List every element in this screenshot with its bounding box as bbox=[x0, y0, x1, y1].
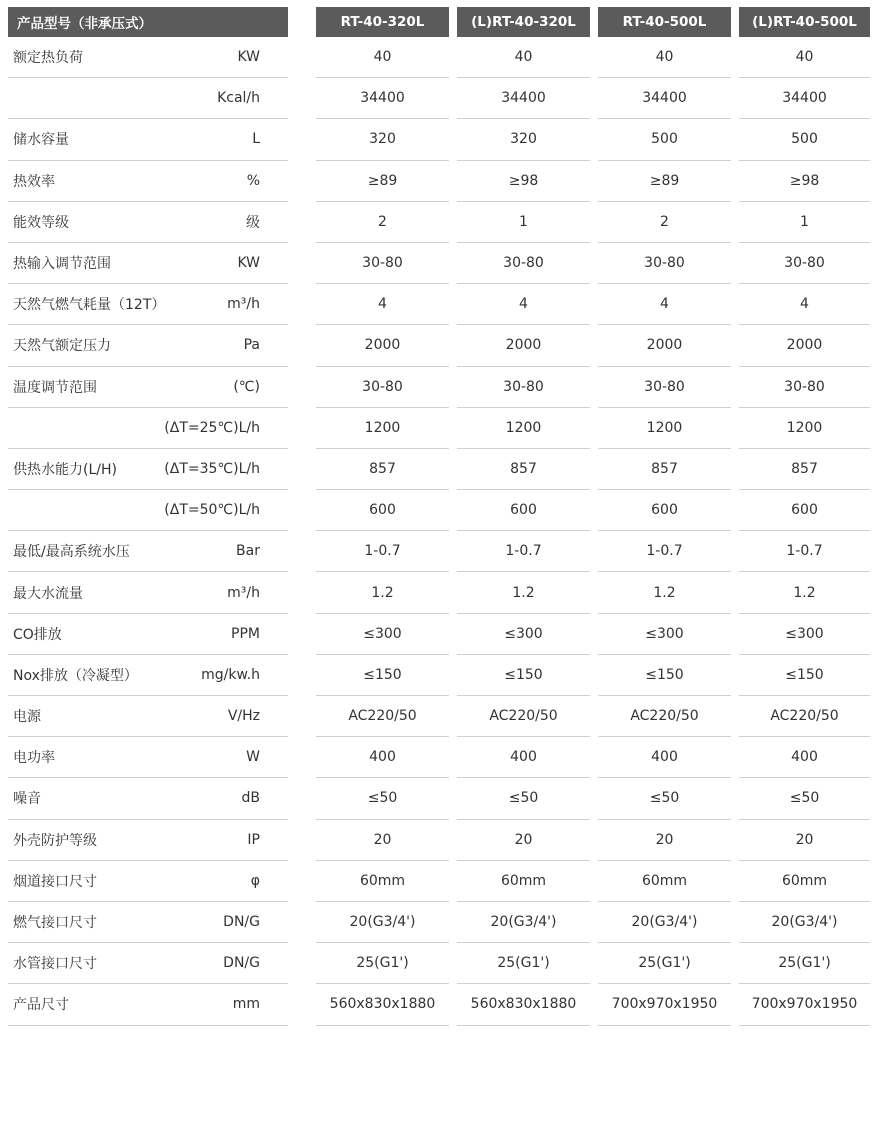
table-row bbox=[8, 861, 873, 902]
spec-unit: mm bbox=[232, 996, 260, 1013]
spec-value: ≤150 bbox=[598, 655, 731, 696]
row-label-cell bbox=[8, 490, 288, 531]
header-title: 产品型号（非承压式） bbox=[8, 7, 288, 37]
spec-value: ≤50 bbox=[457, 778, 590, 819]
spec-label: 烟道接口尺寸 bbox=[13, 873, 97, 890]
spec-unit: KW bbox=[237, 49, 260, 66]
spec-value: 1-0.7 bbox=[457, 531, 590, 572]
spec-value: 1200 bbox=[739, 408, 870, 449]
row-label-cell bbox=[8, 861, 288, 902]
row-label-cell bbox=[8, 161, 288, 202]
spec-unit: DN/G bbox=[223, 914, 260, 931]
spec-label: 外壳防护等级 bbox=[13, 832, 97, 849]
spec-value: ≥98 bbox=[457, 161, 590, 202]
table-row bbox=[8, 325, 873, 366]
row-label-cell bbox=[8, 531, 288, 572]
row-label-cell bbox=[8, 367, 288, 408]
row-label-cell bbox=[8, 78, 288, 119]
spec-label: 额定热负荷 bbox=[13, 50, 83, 67]
spec-unit: (ΔT=35℃)L/h bbox=[164, 460, 260, 477]
row-label-cell bbox=[8, 202, 288, 243]
row-label-cell bbox=[8, 325, 288, 366]
row-label-cell bbox=[8, 119, 288, 160]
spec-value: 400 bbox=[457, 737, 590, 778]
spec-value: ≤300 bbox=[739, 614, 870, 655]
spec-value: 500 bbox=[598, 119, 731, 160]
spec-value: AC220/50 bbox=[457, 696, 590, 737]
spec-value: 60mm bbox=[316, 861, 449, 902]
spec-label: 燃气接口尺寸 bbox=[13, 915, 97, 932]
spec-value: 600 bbox=[457, 490, 590, 531]
spec-label: 能效等级 bbox=[13, 214, 69, 231]
spec-unit: Kcal/h bbox=[217, 90, 260, 107]
spec-unit: L bbox=[252, 131, 260, 148]
spec-unit: m³/h bbox=[227, 296, 260, 313]
spec-label: 产品尺寸 bbox=[13, 997, 69, 1014]
spec-value: 1 bbox=[739, 202, 870, 243]
spec-value: ≤150 bbox=[739, 655, 870, 696]
spec-value: 1.2 bbox=[316, 572, 449, 613]
spec-label: 温度调节范围 bbox=[13, 379, 97, 396]
spec-value: 320 bbox=[316, 119, 449, 160]
spec-value: 1-0.7 bbox=[316, 531, 449, 572]
spec-value: 2000 bbox=[457, 325, 590, 366]
spec-value: 20(G3/4') bbox=[457, 902, 590, 943]
spec-value: ≤50 bbox=[739, 778, 870, 819]
row-label-cell bbox=[8, 37, 288, 78]
table-row bbox=[8, 572, 873, 613]
row-label-cell bbox=[8, 449, 288, 490]
spec-value: 857 bbox=[457, 449, 590, 490]
spec-value: 857 bbox=[598, 449, 731, 490]
spec-value: 600 bbox=[598, 490, 731, 531]
table-row bbox=[8, 820, 873, 861]
table-row bbox=[8, 449, 873, 490]
spec-unit: (℃) bbox=[233, 378, 260, 395]
spec-unit: % bbox=[246, 172, 260, 189]
row-label-cell bbox=[8, 243, 288, 284]
spec-label: 储水容量 bbox=[13, 132, 69, 149]
row-label-cell bbox=[8, 408, 288, 449]
spec-value: 34400 bbox=[316, 78, 449, 119]
spec-value: 30-80 bbox=[457, 243, 590, 284]
spec-unit: PPM bbox=[231, 625, 260, 642]
spec-value: ≥89 bbox=[598, 161, 731, 202]
spec-value: 2 bbox=[598, 202, 731, 243]
spec-value: 25(G1') bbox=[598, 943, 731, 984]
spec-value: ≥89 bbox=[316, 161, 449, 202]
spec-value: 400 bbox=[598, 737, 731, 778]
table-header bbox=[8, 7, 873, 37]
spec-value: 4 bbox=[739, 284, 870, 325]
spec-unit: Pa bbox=[243, 337, 260, 354]
spec-value: 857 bbox=[316, 449, 449, 490]
table-row bbox=[8, 367, 873, 408]
spec-value: 2000 bbox=[316, 325, 449, 366]
spec-label: Nox排放（冷凝型） bbox=[13, 667, 138, 684]
spec-value: AC220/50 bbox=[598, 696, 731, 737]
spec-label: 供热水能力(L/H) bbox=[13, 461, 117, 478]
spec-value: 40 bbox=[739, 37, 870, 78]
spec-value: 4 bbox=[316, 284, 449, 325]
spec-value: 1200 bbox=[457, 408, 590, 449]
spec-label: 最低/最高系统水压 bbox=[13, 544, 130, 561]
model-header: RT-40-500L bbox=[598, 7, 731, 37]
spec-value: 20 bbox=[598, 820, 731, 861]
spec-value: 857 bbox=[739, 449, 870, 490]
spec-unit: KW bbox=[237, 255, 260, 272]
spec-unit: Bar bbox=[236, 543, 260, 560]
table-row bbox=[8, 78, 873, 119]
row-label-cell bbox=[8, 696, 288, 737]
spec-unit: (ΔT=50℃)L/h bbox=[164, 502, 260, 519]
row-label-cell bbox=[8, 943, 288, 984]
spec-value: 400 bbox=[739, 737, 870, 778]
spec-label: 热效率 bbox=[13, 173, 55, 190]
table-row bbox=[8, 614, 873, 655]
spec-value: 30-80 bbox=[316, 243, 449, 284]
spec-value: 34400 bbox=[457, 78, 590, 119]
spec-value: 30-80 bbox=[457, 367, 590, 408]
spec-value: 1.2 bbox=[457, 572, 590, 613]
spec-value: 30-80 bbox=[316, 367, 449, 408]
spec-unit: (ΔT=25℃)L/h bbox=[164, 419, 260, 436]
table-row bbox=[8, 655, 873, 696]
spec-value: 1-0.7 bbox=[598, 531, 731, 572]
spec-value: 4 bbox=[457, 284, 590, 325]
model-header: (L)RT-40-500L bbox=[739, 7, 870, 37]
spec-value: 560x830x1880 bbox=[457, 984, 590, 1025]
spec-label: 噪音 bbox=[13, 791, 41, 808]
spec-unit: V/Hz bbox=[227, 708, 260, 725]
row-label-cell bbox=[8, 572, 288, 613]
spec-value: 34400 bbox=[598, 78, 731, 119]
spec-value: 1200 bbox=[316, 408, 449, 449]
spec-value: ≤50 bbox=[316, 778, 449, 819]
spec-unit: 级 bbox=[246, 214, 260, 231]
spec-value: 25(G1') bbox=[316, 943, 449, 984]
row-label-cell bbox=[8, 284, 288, 325]
spec-table bbox=[8, 7, 873, 1026]
spec-unit: DN/G bbox=[223, 955, 260, 972]
table-row bbox=[8, 490, 873, 531]
model-header: (L)RT-40-320L bbox=[457, 7, 590, 37]
spec-unit: W bbox=[246, 749, 260, 766]
spec-value: 40 bbox=[598, 37, 731, 78]
spec-label: 热输入调节范围 bbox=[13, 256, 111, 273]
spec-value: 500 bbox=[739, 119, 870, 160]
spec-value: 2 bbox=[316, 202, 449, 243]
spec-value: 700x970x1950 bbox=[598, 984, 731, 1025]
spec-value: 600 bbox=[316, 490, 449, 531]
spec-value: 320 bbox=[457, 119, 590, 160]
spec-value: 30-80 bbox=[739, 367, 870, 408]
table-row bbox=[8, 696, 873, 737]
table-row bbox=[8, 284, 873, 325]
spec-value: ≤50 bbox=[598, 778, 731, 819]
spec-value: 1 bbox=[457, 202, 590, 243]
spec-value: 2000 bbox=[739, 325, 870, 366]
row-label-cell bbox=[8, 778, 288, 819]
spec-value: 20 bbox=[316, 820, 449, 861]
row-label-cell bbox=[8, 820, 288, 861]
spec-label: CO排放 bbox=[13, 626, 62, 643]
spec-value: 20(G3/4') bbox=[316, 902, 449, 943]
spec-value: ≤300 bbox=[598, 614, 731, 655]
spec-label: 天然气额定压力 bbox=[13, 338, 111, 355]
table-row bbox=[8, 243, 873, 284]
table-row bbox=[8, 408, 873, 449]
spec-unit: φ bbox=[250, 872, 260, 889]
spec-value: 20(G3/4') bbox=[598, 902, 731, 943]
spec-unit: IP bbox=[247, 831, 260, 848]
spec-value: ≤300 bbox=[457, 614, 590, 655]
spec-unit: m³/h bbox=[227, 584, 260, 601]
spec-value: 400 bbox=[316, 737, 449, 778]
spec-value: ≤150 bbox=[457, 655, 590, 696]
spec-value: 60mm bbox=[457, 861, 590, 902]
spec-label: 天然气燃气耗量（12T） bbox=[13, 297, 166, 314]
spec-value: ≤150 bbox=[316, 655, 449, 696]
spec-unit: mg/kw.h bbox=[201, 666, 260, 683]
spec-value: AC220/50 bbox=[739, 696, 870, 737]
table-row bbox=[8, 737, 873, 778]
spec-value: 20(G3/4') bbox=[739, 902, 870, 943]
spec-value: 4 bbox=[598, 284, 731, 325]
row-label-cell bbox=[8, 614, 288, 655]
table-row bbox=[8, 119, 873, 160]
spec-value: 25(G1') bbox=[739, 943, 870, 984]
spec-value: 30-80 bbox=[598, 367, 731, 408]
spec-value: 1-0.7 bbox=[739, 531, 870, 572]
spec-value: AC220/50 bbox=[316, 696, 449, 737]
spec-value: 600 bbox=[739, 490, 870, 531]
spec-value: 20 bbox=[457, 820, 590, 861]
spec-unit: dB bbox=[241, 790, 260, 807]
spec-value: 25(G1') bbox=[457, 943, 590, 984]
row-label-cell bbox=[8, 655, 288, 696]
spec-value: 1.2 bbox=[739, 572, 870, 613]
spec-value: 30-80 bbox=[598, 243, 731, 284]
spec-value: 60mm bbox=[598, 861, 731, 902]
table-row bbox=[8, 902, 873, 943]
spec-value: 1200 bbox=[598, 408, 731, 449]
spec-value: 1.2 bbox=[598, 572, 731, 613]
spec-value: 560x830x1880 bbox=[316, 984, 449, 1025]
table-body bbox=[8, 37, 873, 1026]
spec-label: 电功率 bbox=[13, 750, 55, 767]
spec-value: 34400 bbox=[739, 78, 870, 119]
spec-value: 700x970x1950 bbox=[739, 984, 870, 1025]
table-row bbox=[8, 37, 873, 78]
row-label-cell bbox=[8, 902, 288, 943]
row-label-cell bbox=[8, 984, 288, 1025]
table-row bbox=[8, 161, 873, 202]
table-row bbox=[8, 778, 873, 819]
table-row bbox=[8, 531, 873, 572]
spec-value: 40 bbox=[316, 37, 449, 78]
row-label-cell bbox=[8, 737, 288, 778]
table-row bbox=[8, 943, 873, 984]
spec-value: 2000 bbox=[598, 325, 731, 366]
model-header: RT-40-320L bbox=[316, 7, 449, 37]
spec-value: 40 bbox=[457, 37, 590, 78]
spec-value: ≥98 bbox=[739, 161, 870, 202]
spec-label: 最大水流量 bbox=[13, 585, 83, 602]
spec-label: 水管接口尺寸 bbox=[13, 956, 97, 973]
spec-value: 60mm bbox=[739, 861, 870, 902]
spec-label: 电源 bbox=[13, 709, 41, 726]
spec-value: 30-80 bbox=[739, 243, 870, 284]
table-row bbox=[8, 984, 873, 1025]
table-row bbox=[8, 202, 873, 243]
spec-value: ≤300 bbox=[316, 614, 449, 655]
spec-value: 20 bbox=[739, 820, 870, 861]
